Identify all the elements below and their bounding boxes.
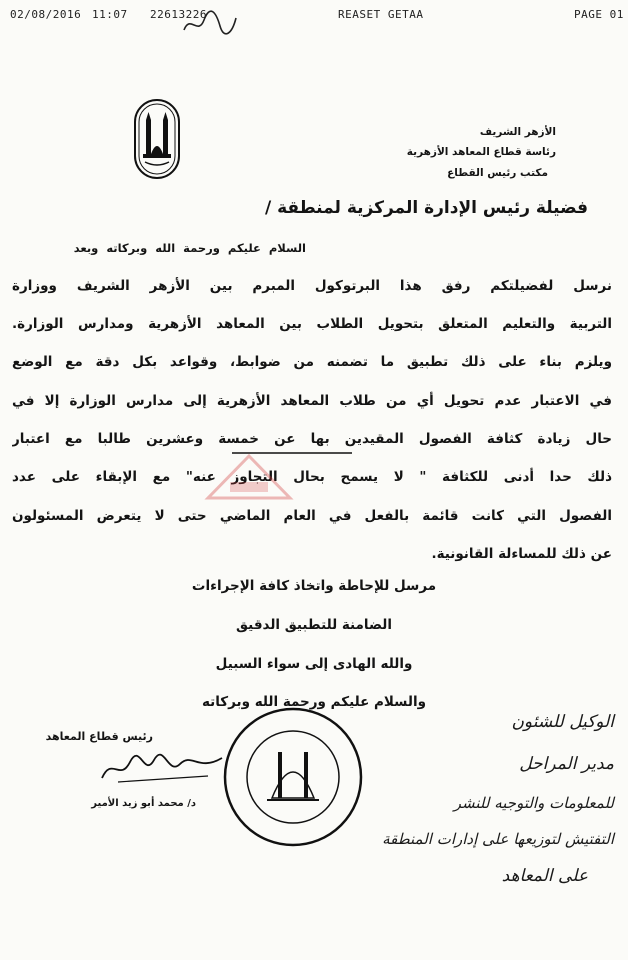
al-azhar-logo-icon bbox=[133, 98, 181, 180]
body-line: في الاعتبار عدم تحويل أي من طلاب المعاهد الأزهرية إلى مدارس الوزارة إلا في bbox=[12, 393, 612, 409]
letterhead-line1: الأزهر الشريف bbox=[479, 126, 556, 138]
body-line: عن ذلك للمساءلة القانونية. bbox=[431, 546, 612, 562]
greeting: السلام عليكم ورحمة الله وبركاته وبعد bbox=[73, 241, 306, 255]
top-scribble-icon bbox=[180, 8, 240, 38]
fax-date: 02/08/2016 bbox=[10, 8, 82, 21]
fax-time: 11:07 bbox=[92, 8, 128, 21]
closing-line: والسلام عليكم ورحمة الله وبركاته bbox=[201, 694, 426, 710]
letterhead-line2: رئاسة قطاع المعاهد الأزهرية bbox=[406, 146, 556, 158]
watermark-logo-icon bbox=[204, 452, 294, 502]
signature-title: رئيس قطاع المعاهد bbox=[45, 730, 153, 743]
closing-line: والله الهادى إلى سواء السبيل bbox=[215, 656, 413, 672]
handwritten-note: على المعاهد bbox=[501, 866, 588, 886]
body-line: التربية والتعليم المتعلق بتحويل الطلاب بين المعاهد الأزهرية ومدارس الوزارة. bbox=[12, 316, 612, 332]
handwritten-note: مدير المراحل bbox=[519, 754, 614, 774]
letterhead-line3: مكتب رئيس القطاع bbox=[447, 167, 548, 179]
fax-page: PAGE 01 bbox=[574, 8, 624, 21]
signature-scribble-icon bbox=[98, 748, 228, 788]
closing-line: مرسل للإحاطة واتخاذ كافة الإجراءات bbox=[191, 578, 437, 594]
body-line: ويلزم بناء على ذلك تطبيق ما تضمنه من ضوابط، وقواعد بكل دقة مع الوضع bbox=[12, 354, 612, 370]
fax-sender: REASET GETAA bbox=[338, 8, 424, 21]
signature-name: د/ محمد أبو زيد الأمير bbox=[91, 798, 196, 809]
fax-number: 22613226 bbox=[150, 8, 207, 21]
body-line: نرسل لفضيلتكم رفق هذا البرتوكول المبرم بين الأزهر الشريف ووزارة bbox=[12, 278, 612, 294]
body-line: الفصول التي كانت قائمة بالفعل في العام الماضي حتى لا يتعرض المسئولون bbox=[12, 508, 612, 524]
body-line: حال زيادة كثافة الفصول المقيدين بها عن خمسة وعشرين طالبا مع اعتبار bbox=[12, 431, 612, 447]
handwritten-note: للمعلومات والتوجيه للنشر bbox=[453, 794, 614, 812]
body-line: ذلك حدا أدنى للكثافة " لا يسمح بحال التجاوز عنه" مع الإبقاء على عدد bbox=[12, 469, 612, 485]
official-stamp-icon bbox=[222, 706, 364, 848]
salutation: فضيلة رئيس الإدارة المركزية لمنطقة / bbox=[264, 198, 588, 218]
handwritten-note: الوكيل للشئون bbox=[511, 712, 614, 732]
closing-line: الضامنة للتطبيق الدقيق bbox=[236, 617, 392, 633]
handwritten-note: التفتيش لتوزيعها على إدارات المنطقة bbox=[382, 830, 614, 848]
